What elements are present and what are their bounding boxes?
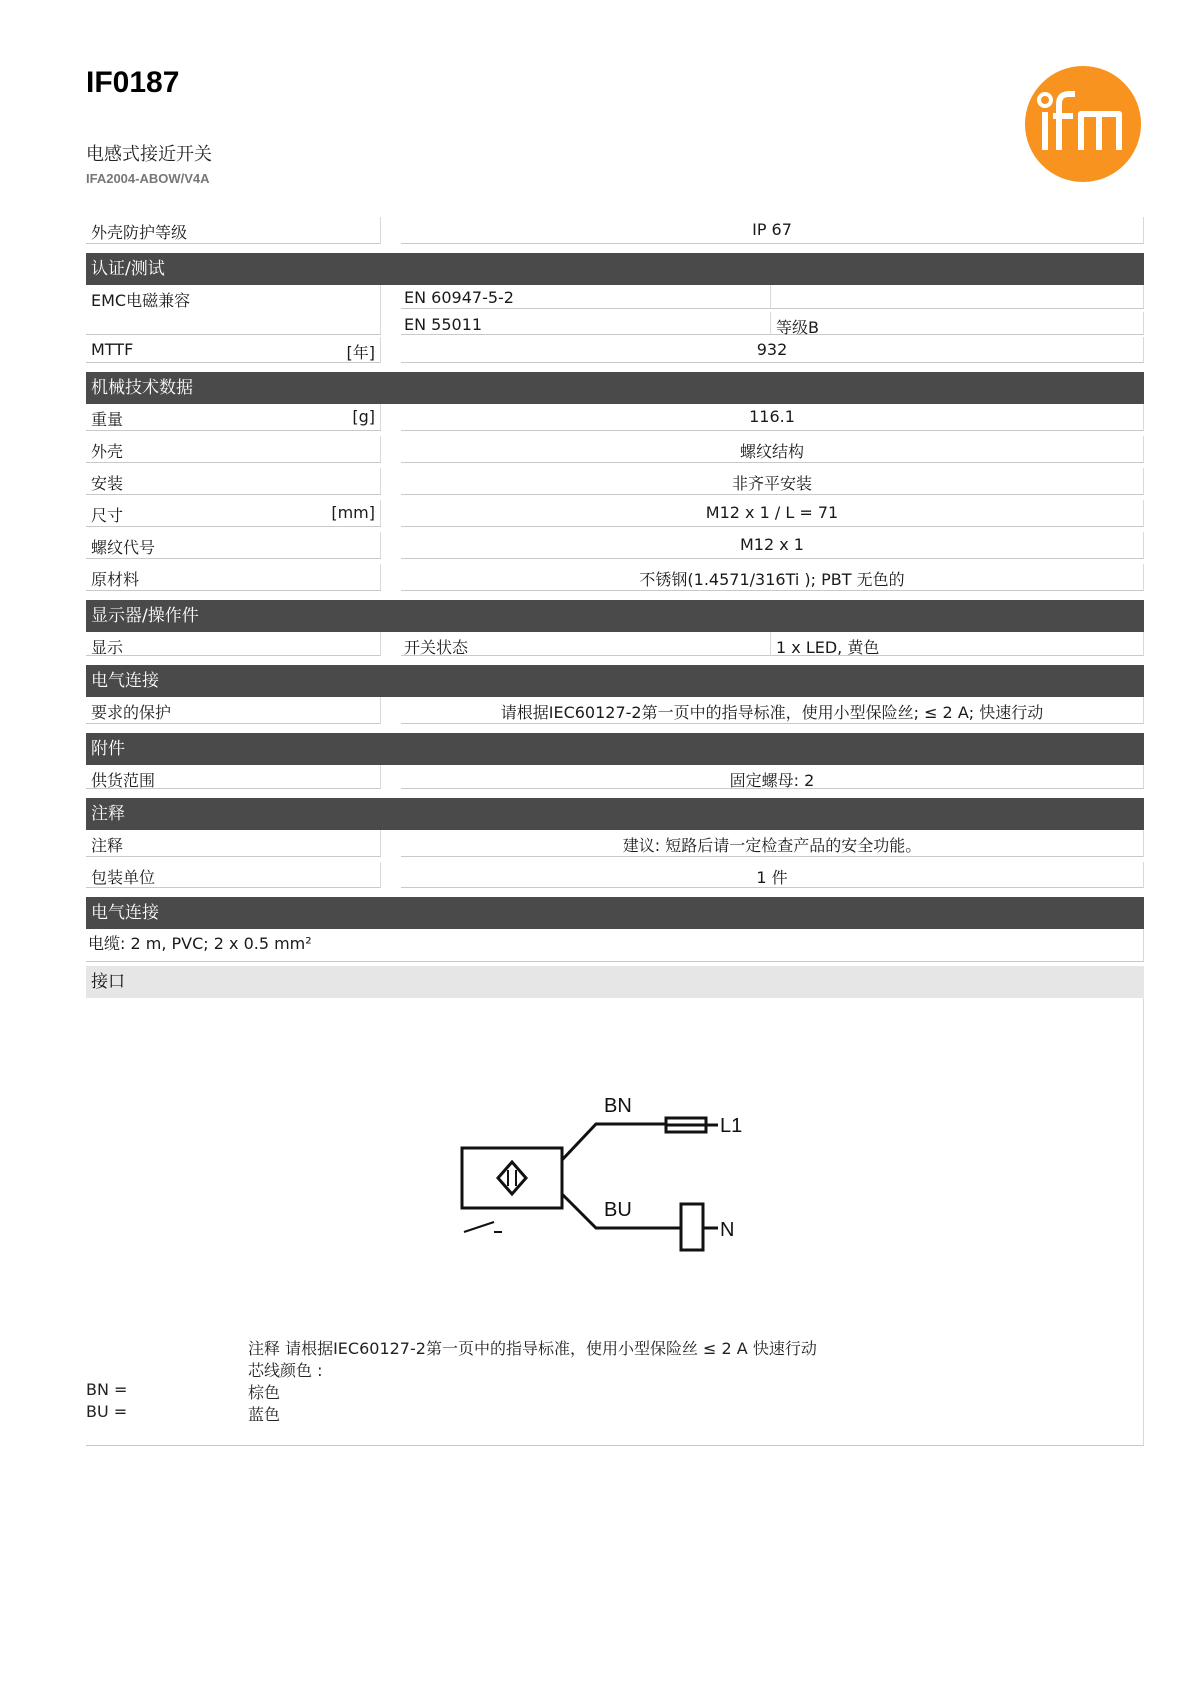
row-protection (86, 217, 1144, 249)
value-packaging: 1 件 (756, 868, 788, 887)
value-housing: 螺纹结构 (739, 442, 804, 461)
value-emc-2b: 等级B (776, 318, 819, 337)
product-model: IFA2004-ABOW/V4A (86, 171, 210, 186)
label-bn: BN (604, 1095, 632, 1117)
row-dimensions (86, 500, 1144, 532)
cable-spec: 电缆: 2 m, PVC; 2 x 0.5 mm² (86, 929, 1144, 962)
section-certification: 认证/测试 (86, 253, 1144, 285)
row-material (86, 564, 1144, 596)
section-electrical-2: 电气连接 (86, 897, 1144, 929)
wiring-diagram (456, 1088, 786, 1268)
value-display-1: 开关状态 (404, 638, 469, 657)
bn-key: BN = (86, 1380, 128, 1399)
row-thread (86, 532, 1144, 564)
row-req-protection (86, 697, 1144, 729)
core-colors-heading: 芯线颜色 : (248, 1361, 323, 1380)
sensor-diamond-icon (498, 1162, 526, 1194)
load-symbol (681, 1204, 703, 1250)
section-interface: 接口 (86, 966, 1144, 998)
label-bu: BU (604, 1199, 632, 1221)
row-weight (86, 404, 1144, 436)
sensor-box (462, 1148, 562, 1208)
value-emc-1a: EN 60947-5-2 (404, 288, 514, 307)
wiring-diagram-box (86, 998, 1144, 1446)
label-housing: 外壳 (91, 442, 124, 461)
label-mttf: MTTF (91, 340, 134, 359)
value-material: 不锈钢(1.4571/316Ti ); PBT 无色的 (639, 570, 905, 589)
unit-mttf: [年] (346, 343, 375, 362)
section-notes: 注释 (86, 798, 1144, 830)
bn-color: 棕色 (248, 1383, 281, 1402)
label-thread: 螺纹代号 (91, 538, 156, 557)
row-display (86, 632, 1144, 661)
product-subtitle: 电感式接近开关 (86, 144, 212, 165)
value-mttf: 932 (756, 340, 788, 359)
label-n: N (720, 1219, 735, 1241)
bu-key: BU = (86, 1402, 128, 1421)
label-protection: 外壳防护等级 (91, 223, 188, 242)
section-mechanical: 机械技术数据 (86, 372, 1144, 404)
label-packaging: 包装单位 (91, 868, 156, 887)
label-mounting: 安装 (91, 474, 124, 493)
ifm-logo (1023, 64, 1143, 184)
label-display: 显示 (91, 638, 124, 657)
section-display: 显示器/操作件 (86, 600, 1144, 632)
value-emc-2a: EN 55011 (404, 315, 483, 334)
unit-weight: [g] (352, 407, 375, 426)
label-dimensions: 尺寸 (91, 506, 124, 525)
wire-bn (562, 1124, 666, 1160)
section-accessories: 附件 (86, 733, 1144, 765)
value-scope: 固定螺母: 2 (729, 771, 815, 790)
row-note (86, 830, 1144, 862)
row-emc (86, 285, 1144, 337)
label-req-protection: 要求的保护 (91, 703, 172, 722)
label-emc: EMC电磁兼容 (91, 291, 191, 310)
page-title: IF0187 (86, 66, 180, 99)
value-note: 建议: 短路后请一定检查产品的安全功能。 (622, 836, 922, 855)
value-protection: IP 67 (752, 220, 792, 239)
bu-color: 蓝色 (248, 1405, 281, 1424)
switch-symbol (464, 1222, 502, 1232)
label-weight: 重量 (91, 410, 124, 429)
value-dimensions: M12 x 1 / L = 71 (705, 503, 839, 522)
row-mounting (86, 468, 1144, 500)
unit-dimensions: [mm] (331, 503, 375, 522)
value-weight: 116.1 (749, 407, 795, 426)
row-packaging (86, 862, 1144, 893)
label-l1: L1 (720, 1115, 743, 1137)
label-note: 注释 (91, 836, 124, 855)
section-electrical: 电气连接 (86, 665, 1144, 697)
label-scope: 供货范围 (91, 771, 156, 790)
value-thread: M12 x 1 (740, 535, 804, 554)
spec-table (86, 217, 1144, 1446)
value-display-2: 1 x LED, 黄色 (776, 638, 880, 657)
label-material: 原材料 (91, 570, 140, 589)
value-mounting: 非齐平安装 (731, 474, 812, 493)
row-mttf (86, 337, 1144, 368)
value-req-protection: 请根据IEC60127-2第一页中的指导标准，使用小型保险丝; ≤ 2 A; 快速行动 (500, 703, 1044, 722)
row-housing (86, 436, 1144, 468)
diagram-note: 注释 请根据IEC60127-2第一页中的指导标准，使用小型保险丝 ≤ 2 A 快速行动 (248, 1339, 817, 1358)
row-scope (86, 765, 1144, 794)
